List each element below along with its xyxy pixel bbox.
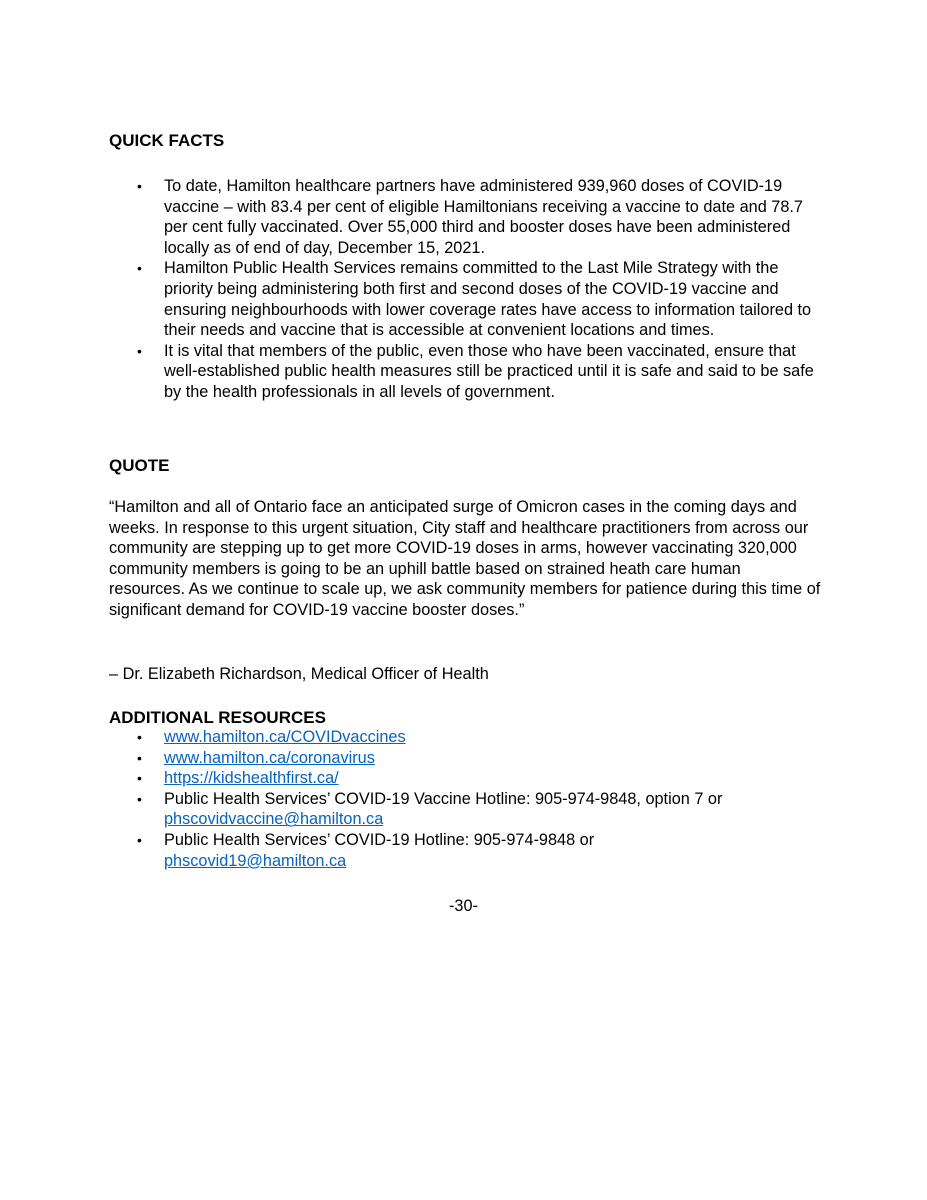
vaccine-hotline-email-link[interactable]: phscovidvaccine@hamilton.ca xyxy=(164,810,384,829)
covid-vaccines-link[interactable]: www.hamilton.ca/COVIDvaccines xyxy=(164,728,406,746)
quick-facts-heading: QUICK FACTS xyxy=(109,131,225,150)
quote-attribution: – Dr. Elizabeth Richardson, Medical Officer of Health xyxy=(109,665,489,683)
list-item xyxy=(109,768,829,789)
quick-fact-text: To date, Hamilton healthcare partners have administered 939,960 doses of COVID-19 vaccine – with 83.4 per cent of eligible Hamiltonians receiving a vaccine to date and 78.7 per cent fully vaccinated. Over 55,000 third and booster doses have been administered locally as of end of day, December 15, 2021. xyxy=(164,177,803,257)
list-item xyxy=(109,830,829,871)
additional-resources-heading: ADDITIONAL RESOURCES xyxy=(109,708,326,727)
quick-facts-list xyxy=(109,176,829,403)
list-item xyxy=(109,748,829,769)
bullet-icon: • xyxy=(137,178,142,194)
vaccine-hotline-text: Public Health Services’ COVID-19 Vaccine Hotline: 905-974-9848, option 7 or xyxy=(164,789,723,808)
list-item xyxy=(109,341,829,403)
list-item xyxy=(109,789,829,830)
resources-list xyxy=(109,727,829,871)
quick-fact-text: Hamilton Public Health Services remains committed to the Last Mile Strategy with the priority being administering both first and second doses of the COVID-19 vaccine and ensuring neighbourhoods with lower coverage rates have access to information tailored to their needs and vaccine that is accessible at convenient locations and times. xyxy=(164,259,812,340)
covid-hotline-email-link[interactable]: phscovid19@hamilton.ca xyxy=(164,851,347,870)
coronavirus-link[interactable]: www.hamilton.ca/coronavirus xyxy=(164,748,375,767)
quick-fact-text: It is vital that members of the public, even those who have been vaccinated, ensure that well-established public health measures still be practiced until it is safe and said to be safe by the health professionals in all levels of government. xyxy=(164,341,814,401)
bullet-icon: • xyxy=(137,342,142,359)
list-item xyxy=(109,727,829,748)
bullet-icon: • xyxy=(137,260,142,277)
bullet-icon: • xyxy=(137,831,142,848)
covid-hotline-text: Public Health Services’ COVID-19 Hotline: 905-974-9848 or xyxy=(164,830,595,849)
bullet-icon: • xyxy=(137,790,142,807)
page-number: -30- xyxy=(449,897,478,915)
bullet-icon: • xyxy=(137,770,142,787)
quote-heading: QUOTE xyxy=(109,456,170,475)
list-item xyxy=(109,258,829,340)
kids-health-first-link[interactable]: https://kidshealthfirst.ca/ xyxy=(164,769,339,788)
quote-text: “Hamilton and all of Ontario face an anticipated surge of Omicron cases in the coming days and weeks. In response to this urgent situation, City staff and healthcare practitioners from across our community are stepping up to get more COVID-19 doses in arms, however vaccinating 320,000 community members is going to be an uphill battle based on strained heath care human resources. As we continue to scale up, we ask community members for patience during this time of significant demand for COVID-19 vaccine booster doses.” xyxy=(109,498,821,619)
list-item xyxy=(109,176,829,258)
bullet-icon: • xyxy=(137,749,142,766)
bullet-icon: • xyxy=(137,729,142,745)
